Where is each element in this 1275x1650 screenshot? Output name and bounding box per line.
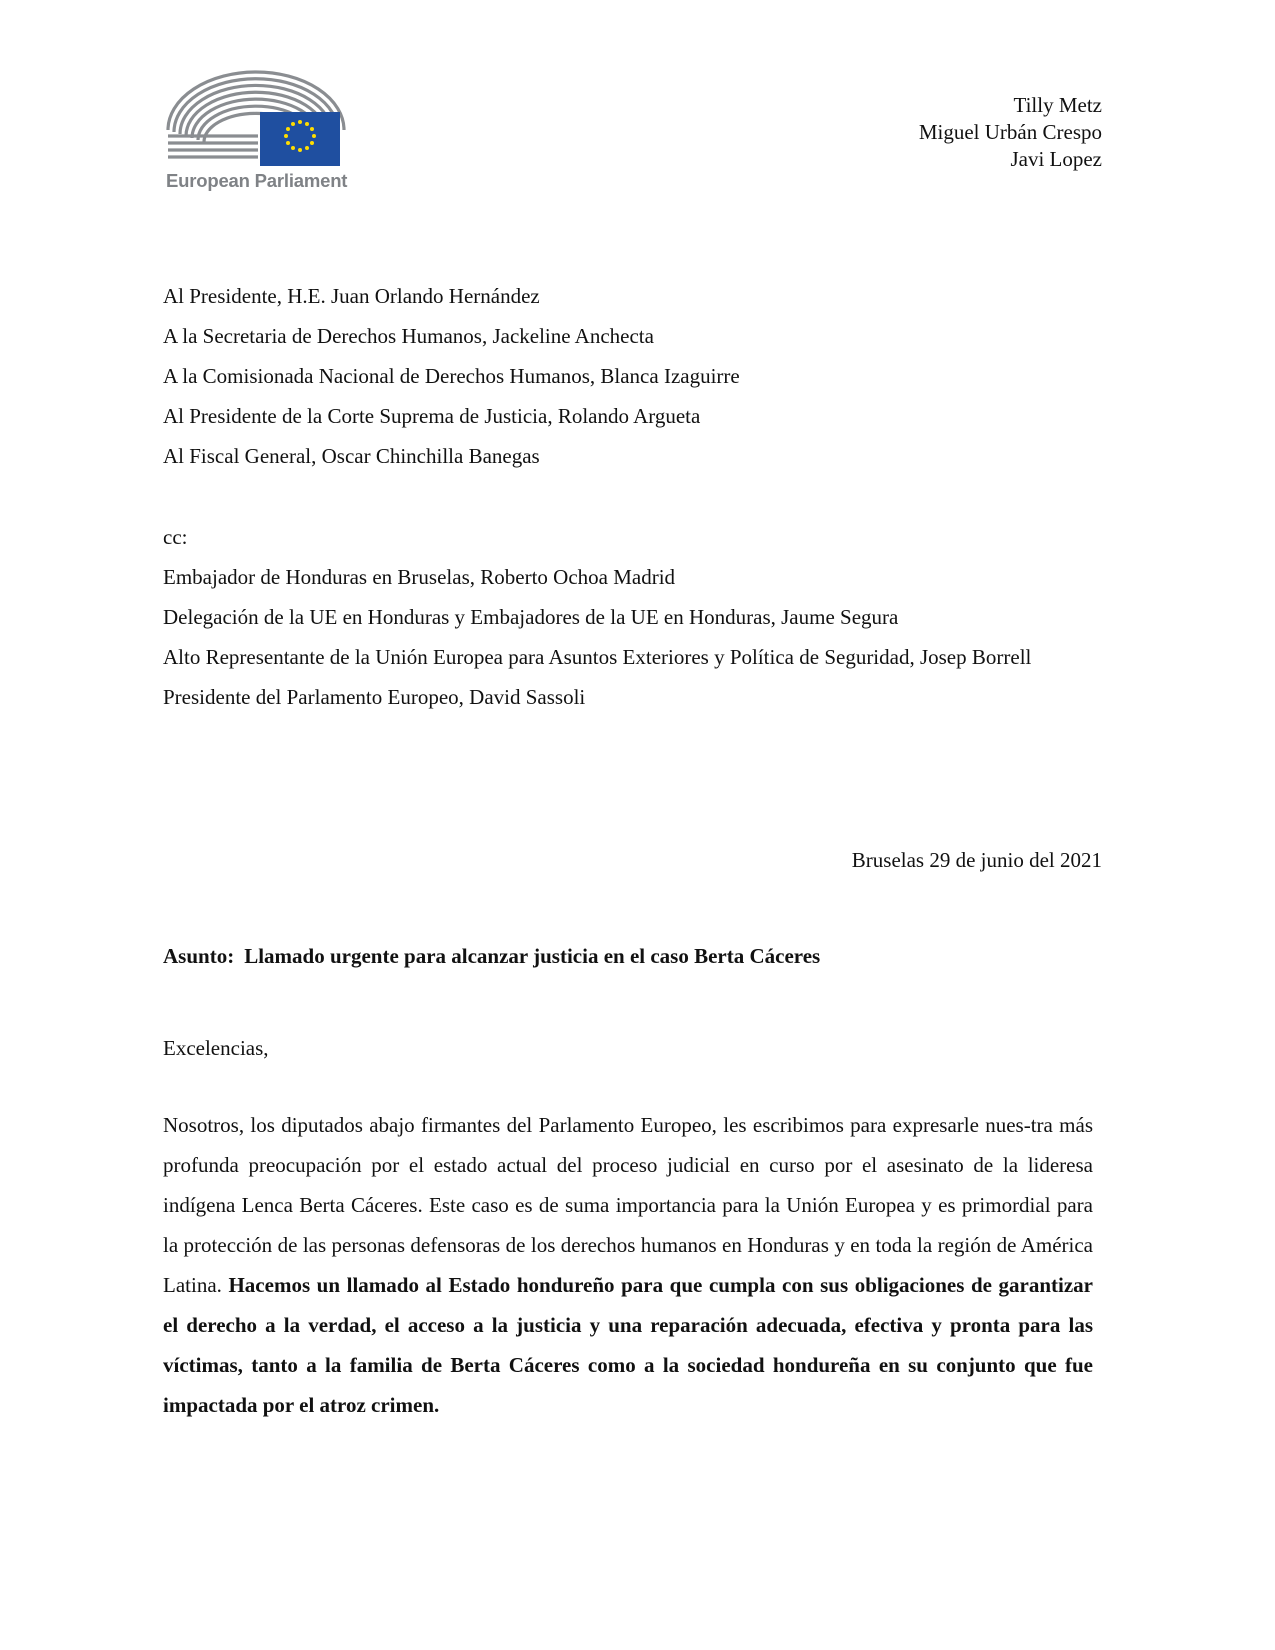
- sender-name: Miguel Urbán Crespo: [918, 120, 1102, 144]
- body-emphasis: Hacemos un llamado al Estado hondureño para que cumpla con sus obligaciones de garantizar el derecho a la verdad, el acceso a la justicia y una reparación adecuada, efectiva y pronta para las víctimas, tanto a la familia de Berta Cáceres como a la sociedad hondureña en su conjunto que fue impactada por el atroz crimen.: [163, 1273, 1093, 1417]
- letter-date: Bruselas 29 de junio del 2021: [851, 848, 1102, 872]
- body-text: Nosotros, los diputados abajo firmantes del Parlamento Europeo, les escribimos para expresarle nues-tra más profunda preocupación por el estado actual del proceso judicial en curso por el asesinato de la lideresa indígena Lenca Berta Cáceres. Este caso es de suma importancia para la Unión Europea y es primordial para la protección de las personas defensoras de los derechos humanos en Honduras y en toda la región de América Latina.: [163, 1113, 1093, 1297]
- sender-name: Tilly Metz: [1013, 93, 1102, 117]
- subject-line: [163, 936, 820, 976]
- subject-label: Asunto:: [163, 944, 235, 968]
- senders-block: [919, 92, 1102, 173]
- body-paragraph: [163, 1105, 1093, 1425]
- european-parliament-logo: [166, 70, 346, 200]
- cc-line: Alto Representante de la Unión Europea para Asuntos Exteriores y Política de Seguridad, Josep Borrell: [163, 645, 1032, 669]
- recipients-block: [163, 276, 740, 476]
- recipient-line: Al Presidente, H.E. Juan Orlando Hernández: [163, 284, 540, 308]
- cc-line: Delegación de la UE en Honduras y Embajadores de la UE en Honduras, Jaume Segura: [163, 605, 899, 629]
- logo-caption: European Parliament: [166, 170, 348, 191]
- recipient-line: Al Fiscal General, Oscar Chinchilla Banegas: [163, 444, 540, 468]
- recipient-line: A la Secretaria de Derechos Humanos, Jackeline Anchecta: [163, 324, 654, 348]
- cc-label: cc:: [163, 525, 188, 549]
- eu-parliament-hemicycle-icon: [166, 70, 346, 170]
- greeting: Excelencias,: [163, 1036, 269, 1060]
- cc-block: [163, 517, 1031, 717]
- cc-line: Presidente del Parlamento Europeo, David Sassoli: [163, 685, 586, 709]
- subject-text: Llamado urgente para alcanzar justicia en el caso Berta Cáceres: [244, 944, 821, 968]
- recipient-line: Al Presidente de la Corte Suprema de Justicia, Rolando Argueta: [163, 404, 701, 428]
- sender-name: Javi Lopez: [1010, 147, 1102, 171]
- cc-line: Embajador de Honduras en Bruselas, Roberto Ochoa Madrid: [163, 565, 676, 589]
- recipient-line: A la Comisionada Nacional de Derechos Humanos, Blanca Izaguirre: [163, 364, 740, 388]
